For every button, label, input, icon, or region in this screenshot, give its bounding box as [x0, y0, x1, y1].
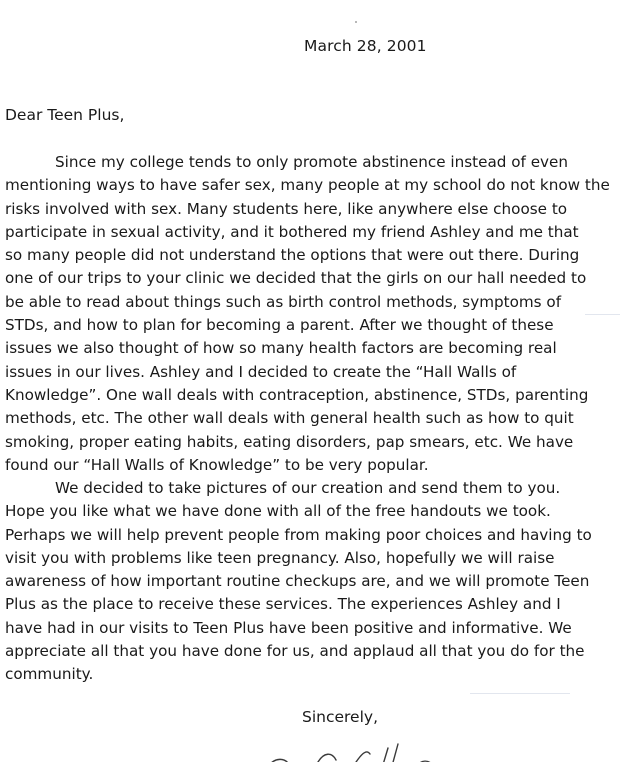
paragraph-line: risks involved with sex. Many students here, like anywhere else choose to [5, 199, 568, 218]
paragraph-line: found our “Hall Walls of Knowledge” to be very popular. [5, 455, 429, 474]
paragraph-line: issues in our lives. Ashley and I decided to create the “Hall Walls of [5, 362, 517, 381]
paragraph-line: We decided to take pictures of our creation and send them to you. [55, 479, 561, 497]
letter-date: March 28, 2001 [304, 37, 427, 55]
paragraph-line: participate in sexual activity, and it bothered my friend Ashley and me that [5, 222, 579, 241]
paragraph-line: community. [5, 665, 94, 684]
closing: Sincerely, [302, 708, 379, 726]
salutation: Dear Teen Plus, [5, 106, 125, 124]
paragraph-line: issues we also thought of how so many health factors are becoming real [5, 339, 557, 358]
letter-paragraph-2 [5, 477, 633, 687]
paragraph-line: awareness of how important routine checkups are, and we will promote Teen [5, 572, 590, 591]
paragraph-line: Perhaps we will help prevent people from making poor choices and having to [5, 525, 592, 544]
paragraph-line: Hope you like what we have done with all of the free handouts we took. [5, 502, 551, 521]
paragraph-line: smoking, proper eating habits, eating disorders, pap smears, etc. We have [5, 432, 574, 451]
letter-paragraph-1 [5, 151, 633, 477]
paragraph-line: one of our trips to your clinic we decided that the girls on our hall needed to [5, 269, 587, 288]
paragraph-line: methods, etc. The other wall deals with general health such as how to quit [5, 409, 574, 428]
paragraph-line: Since my college tends to only promote abstinence instead of even [55, 153, 568, 171]
paragraph-line: so many people did not understand the options that were out there. During [5, 246, 580, 265]
scan-speck [355, 21, 357, 23]
paragraph-line: Plus as the place to receive these services. The experiences Ashley and I [5, 595, 561, 614]
paragraph-line: be able to read about things such as birth control methods, symptoms of [5, 292, 562, 311]
paragraph-line: STDs, and how to plan for becoming a parent. After we thought of these [5, 316, 554, 335]
paragraph-line: appreciate all that you have done for us, and applaud all that you do for the [5, 642, 585, 661]
paragraph-line: Knowledge”. One wall deals with contraception, abstinence, STDs, parenting [5, 385, 589, 404]
scan-artifact-line [585, 314, 620, 315]
paragraph-line: visit you with problems like teen pregnancy. Also, hopefully we will raise [5, 548, 555, 567]
scan-artifact-line [470, 693, 570, 694]
handwritten-signature [262, 738, 442, 762]
paragraph-line: mentioning ways to have safer sex, many people at my school do not know the [5, 176, 610, 195]
paragraph-line: have had in our visits to Teen Plus have been positive and informative. We [5, 618, 572, 637]
